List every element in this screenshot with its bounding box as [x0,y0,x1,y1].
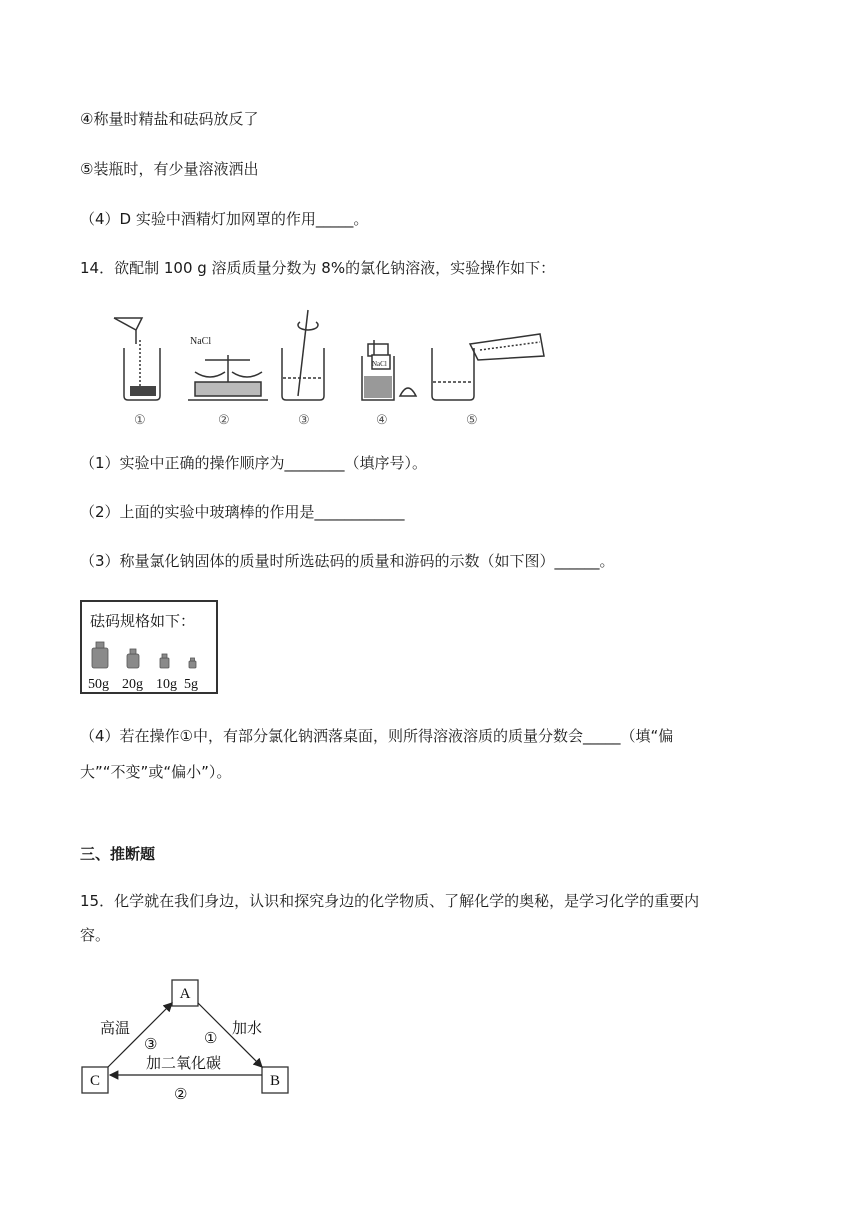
reagent-jar-diagram [362,340,416,400]
weight-50g-icon [92,648,108,668]
beaker-funnel-diagram [114,318,160,400]
step-number: ④ [376,412,388,427]
experiment-figure [100,300,560,430]
weight-10g-icon [160,658,169,668]
weight-label: 20g [122,677,143,692]
arrow-number-3: ③ [144,1037,158,1053]
pouring-diagram [432,334,544,400]
text-line-4: ④称量时精盐和砝码放反了 [80,110,259,128]
question-14-4-a: （4）若在操作①中，有部分氯化钠洒落桌面，则所得溶液溶质的质量分数会_____（填“偏 [80,727,674,745]
node-a-label: A [179,986,191,1002]
step-number: ③ [298,412,310,427]
text-line-5: ⑤装瓶时，有少量溶液洒出 [80,160,259,178]
weight-5g-icon [189,661,196,668]
weight-20g-icon [127,654,139,668]
arrow-number-2: ② [174,1087,188,1103]
cycle-diagram [78,975,298,1105]
weight-label: 50g [88,677,109,692]
node-c-label: C [89,1073,101,1089]
section-title: 三、推断题 [80,845,156,863]
node-b-label: B [269,1073,281,1089]
question-14-4-b: 大”“不变”或“偏小”）。 [80,763,232,781]
question-14-1: （1）实验中正确的操作顺序为________（填序号）。 [80,454,428,472]
question-14: 14．欲配制 100 g 溶质质量分数为 8%的氯化钠溶液，实验操作如下： [80,259,556,277]
question-15-b: 容。 [80,926,111,944]
step-number: ① [134,412,146,427]
step-number: ② [218,412,230,427]
label-add-water: 加水 [232,1021,263,1037]
question-13-4: （4）D 实验中酒精灯加网罩的作用_____。 [80,210,369,228]
weight-label: 10g [156,677,177,692]
label-add-co2: 加二氧化碳 [146,1056,222,1072]
weight-label: 5g [184,677,198,692]
question-15-a: 15．化学就在我们身边，认识和探究身边的化学物质、了解化学的奥秘，是学习化学的重要内 [80,892,700,910]
step-number: ⑤ [466,412,478,427]
nacl-label: NaCl [190,336,212,347]
beaker-rod-diagram [282,310,324,400]
label-high-temp: 高温 [100,1021,131,1037]
weights-figure [80,600,220,696]
jar-label: NaCl [372,360,387,368]
balance-diagram [188,355,268,400]
question-14-3: （3）称量氯化钠固体的质量时所选砝码的质量和游码的示数（如下图）______。 [80,552,615,570]
arrow-number-1: ① [204,1031,218,1047]
weights-title: 砝码规格如下： [90,614,196,630]
question-14-2: （2）上面的实验中玻璃棒的作用是____________ [80,503,405,521]
